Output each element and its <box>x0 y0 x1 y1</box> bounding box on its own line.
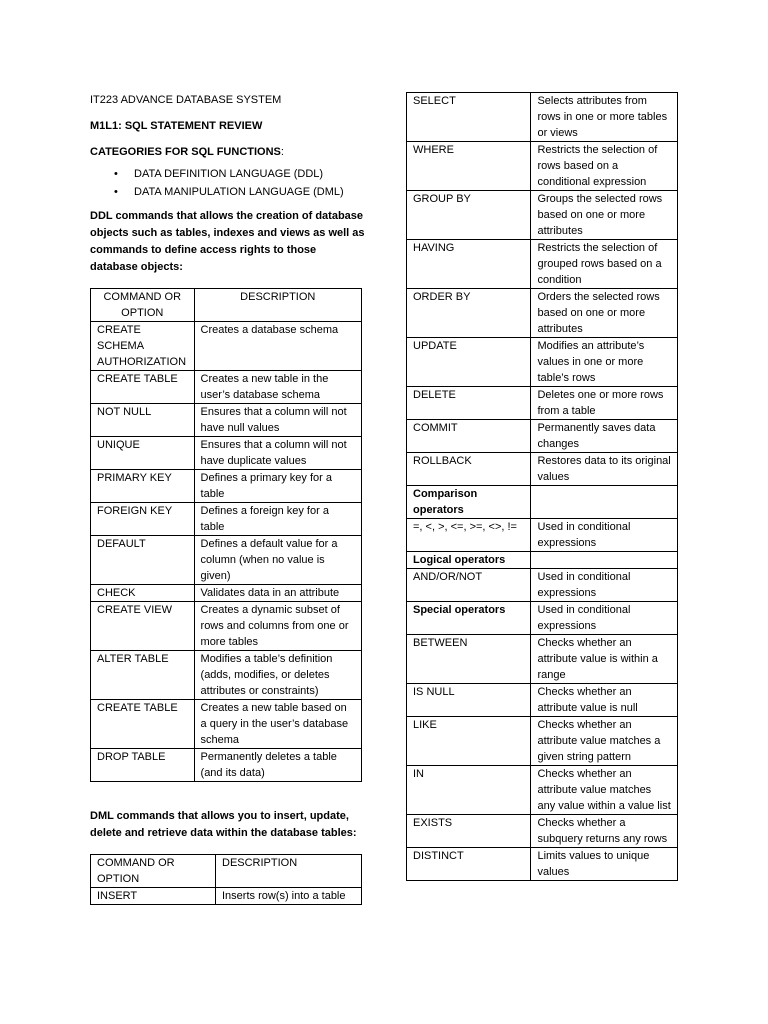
table-cell: HAVING <box>407 240 531 289</box>
ddl-table <box>90 288 362 782</box>
categories-heading: CATEGORIES FOR SQL FUNCTIONS: <box>90 146 284 158</box>
table-row <box>407 635 678 684</box>
table-cell: Checks whether an attribute value matches any value within a value list <box>531 766 678 815</box>
table-row <box>407 338 678 387</box>
table-row <box>407 289 678 338</box>
table-cell: NOT NULL <box>91 404 195 437</box>
table-row <box>91 503 362 536</box>
table-cell: PRIMARY KEY <box>91 470 195 503</box>
list-item: • DATA DEFINITION LANGUAGE (DDL) <box>134 166 365 182</box>
table-cell: WHERE <box>407 142 531 191</box>
table-cell: =, <, >, <=, >=, <>, != <box>407 519 531 552</box>
table-row <box>407 453 678 486</box>
table-cell: Creates a database schema <box>194 322 361 371</box>
table-row <box>91 371 362 404</box>
table-cell: Deletes one or more rows from a table <box>531 387 678 420</box>
table-cell: LIKE <box>407 717 531 766</box>
table-cell: Checks whether an attribute value is within a range <box>531 635 678 684</box>
table-cell: Groups the selected rows based on one or more attributes <box>531 191 678 240</box>
table-cell: Inserts row(s) into a table <box>216 888 362 905</box>
table-cell: CHECK <box>91 585 195 602</box>
table-cell: Logical operators <box>407 552 531 569</box>
table-row <box>407 569 678 602</box>
table-cell: Creates a new table based on a query in the user’s database schema <box>194 700 361 749</box>
table-cell: Defines a foreign key for a table <box>194 503 361 536</box>
table-cell: INSERT <box>91 888 216 905</box>
module-title: M1L1: SQL STATEMENT REVIEW <box>90 120 263 132</box>
table-cell: CREATE TABLE <box>91 700 195 749</box>
table-row <box>91 404 362 437</box>
table-cell: Defines a default value for a column (when no value is given) <box>194 536 361 585</box>
header-cell: DESCRIPTION <box>194 289 361 322</box>
table-cell: DISTINCT <box>407 848 531 881</box>
table-cell: Modifies an attribute’s values in one or more table’s rows <box>531 338 678 387</box>
table-row <box>91 749 362 782</box>
table-cell: CREATE TABLE <box>91 371 195 404</box>
header-cell: COMMAND OR OPTION <box>91 289 195 322</box>
left-column <box>90 92 365 905</box>
table-cell: Permanently saves data changes <box>531 420 678 453</box>
table-cell: Creates a new table in the user’s database schema <box>194 371 361 404</box>
ddl-intro: DDL commands that allows the creation of database objects such as tables, indexes and views as well as commands to define access rights to those database objects: <box>90 210 365 273</box>
table-row <box>407 717 678 766</box>
table-cell: GROUP BY <box>407 191 531 240</box>
table-cell <box>531 552 678 569</box>
table-cell: IS NULL <box>407 684 531 717</box>
table-row <box>91 700 362 749</box>
dml-table <box>90 854 362 905</box>
table-row <box>407 684 678 717</box>
table-cell: Permanently deletes a table (and its data) <box>194 749 361 782</box>
table-row <box>407 191 678 240</box>
table-cell: UPDATE <box>407 338 531 387</box>
table-row <box>407 93 678 142</box>
table-cell: Restores data to its original values <box>531 453 678 486</box>
table-row <box>407 602 678 635</box>
table-row <box>407 420 678 453</box>
table-header-row <box>91 289 362 322</box>
table-cell: ORDER BY <box>407 289 531 338</box>
table-row <box>91 536 362 585</box>
table-cell: FOREIGN KEY <box>91 503 195 536</box>
table-cell: Creates a dynamic subset of rows and columns from one or more tables <box>194 602 361 651</box>
table-cell: Orders the selected rows based on one or more attributes <box>531 289 678 338</box>
table-cell: Validates data in an attribute <box>194 585 361 602</box>
table-cell: Special operators <box>407 602 531 635</box>
table-row <box>91 437 362 470</box>
table-cell: Ensures that a column will not have null values <box>194 404 361 437</box>
table-cell: BETWEEN <box>407 635 531 684</box>
table-row <box>91 470 362 503</box>
course-title: IT223 ADVANCE DATABASE SYSTEM <box>90 94 282 106</box>
table-cell: Selects attributes from rows in one or more tables or views <box>531 93 678 142</box>
table-row <box>407 519 678 552</box>
table-cell: EXISTS <box>407 815 531 848</box>
table-cell: DEFAULT <box>91 536 195 585</box>
table-cell <box>531 486 678 519</box>
table-row <box>91 651 362 700</box>
table-row <box>91 322 362 371</box>
table-cell: Used in conditional expressions <box>531 569 678 602</box>
categories-list <box>90 166 365 200</box>
table-cell: CREATE VIEW <box>91 602 195 651</box>
table-cell: Modifies a table’s definition (adds, modifies, or deletes attributes or constraints) <box>194 651 361 700</box>
table-cell: Used in conditional expressions <box>531 519 678 552</box>
table-row <box>407 848 678 881</box>
right-column <box>406 92 678 881</box>
table-row <box>407 387 678 420</box>
dml-intro: DML commands that allows you to insert, update, delete and retrieve data within the database tables: <box>90 810 357 839</box>
table-cell: COMMIT <box>407 420 531 453</box>
table-cell: ALTER TABLE <box>91 651 195 700</box>
header-cell: COMMAND OR OPTION <box>91 855 216 888</box>
table-row <box>91 602 362 651</box>
table-cell: Used in conditional expressions <box>531 602 678 635</box>
list-item: • DATA MANIPULATION LANGUAGE (DML) <box>134 184 365 200</box>
table-cell: Checks whether an attribute value matches a given string pattern <box>531 717 678 766</box>
table-cell: Limits values to unique values <box>531 848 678 881</box>
table-cell: Restricts the selection of rows based on a conditional expression <box>531 142 678 191</box>
table-cell: Restricts the selection of grouped rows based on a condition <box>531 240 678 289</box>
header-cell: DESCRIPTION <box>216 855 362 888</box>
categories-label: CATEGORIES FOR SQL FUNCTIONS <box>90 146 281 158</box>
table-row <box>407 486 678 519</box>
dml-commands-table <box>406 92 678 881</box>
table-cell: CREATE SCHEMA AUTHORIZATION <box>91 322 195 371</box>
table-cell: Ensures that a column will not have duplicate values <box>194 437 361 470</box>
table-cell: UNIQUE <box>91 437 195 470</box>
table-cell: Checks whether an attribute value is null <box>531 684 678 717</box>
table-row <box>407 815 678 848</box>
table-row <box>91 888 362 905</box>
table-cell: DELETE <box>407 387 531 420</box>
table-row <box>91 585 362 602</box>
table-cell: Comparison operators <box>407 486 531 519</box>
table-cell: IN <box>407 766 531 815</box>
table-row <box>407 766 678 815</box>
table-cell: Defines a primary key for a table <box>194 470 361 503</box>
table-cell: SELECT <box>407 93 531 142</box>
table-cell: Checks whether a subquery returns any rows <box>531 815 678 848</box>
table-header-row <box>91 855 362 888</box>
table-row <box>407 240 678 289</box>
table-cell: DROP TABLE <box>91 749 195 782</box>
table-row <box>407 142 678 191</box>
table-cell: AND/OR/NOT <box>407 569 531 602</box>
table-cell: ROLLBACK <box>407 453 531 486</box>
table-row <box>407 552 678 569</box>
